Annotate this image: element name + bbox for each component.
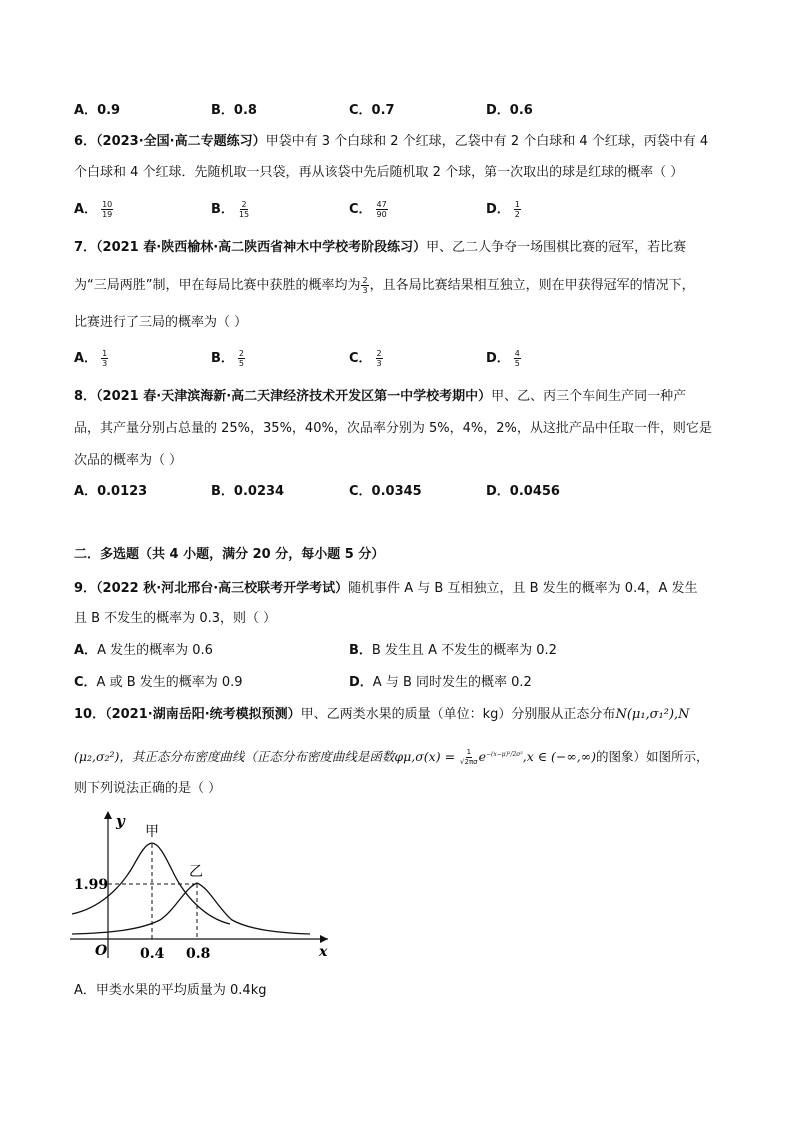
q8-line-3	[74, 451, 182, 471]
q10-exponent: −(x−μ)²/2σ²	[486, 751, 523, 758]
q6-source: （2023·全国·高二专题练习）	[96, 134, 266, 149]
q6-line-2	[74, 163, 683, 183]
q9-text-2: 且 B 不发生的概率为 0.3，则（ ）	[74, 611, 277, 626]
x-axis-label: x	[319, 944, 328, 960]
section-heading: 二．多选题（共 4 小题，满分 20 分，每小题 5 分）	[74, 547, 385, 562]
q7-option-b: B． $\frac{2}{5}$	[211, 349, 245, 368]
q8-option-d: D．0.0456	[486, 484, 560, 499]
q8-text-1: 甲、乙、丙三个车间生产同一种产	[491, 389, 687, 404]
q7-option-a: A． $\frac{1}{3}$	[74, 349, 108, 368]
x-tick-0.8: 0.8	[186, 946, 211, 962]
q8-source: （2021 春·天津滨海新·高二天津经济技术开发区第一中学校考期中）	[96, 389, 492, 404]
q10-coef-fraction: $\frac{1}{√2\pi\sigma}$	[460, 748, 478, 767]
origin-label: O	[95, 943, 108, 959]
q9-text-1: 随机事件 A 与 B 互相独立，且 B 发生的概率为 0.4，A 发生	[348, 581, 698, 596]
q10-source: （2021·湖南岳阳·统考模拟预测）	[105, 707, 301, 722]
q7-line-2	[74, 276, 695, 296]
q6-option-d: D． $\frac{1}{2}$	[486, 200, 520, 219]
q7-text-2a: 为“三局两胜”制，甲在每局比赛中获胜的概率均为	[74, 278, 361, 293]
q10-math-1: N(μ₁,σ₁²),N	[615, 707, 690, 722]
q8-number: 8．	[74, 389, 97, 404]
q8-line-1	[74, 387, 686, 407]
q9-number: 9．	[74, 581, 97, 596]
q10-text-3: 则下列说法正确的是（ ）	[74, 781, 222, 796]
q10-option-a: A．甲类水果的平均质量为 0.4kg	[74, 983, 267, 998]
q9-source: （2022 秋·河北邢台·高三校联考开学考试）	[96, 581, 349, 596]
q8-option-a: A．0.0123	[74, 484, 148, 499]
q7-number: 7．	[74, 240, 97, 255]
q7-text-1: 甲、乙二人争夺一场围棋比赛的冠军，若比赛	[426, 240, 687, 255]
normal-distribution-graph	[70, 808, 340, 963]
q10-domain: ,x ∈ (−∞,∞)	[522, 749, 597, 765]
q7-line-1	[74, 238, 686, 258]
q10-text-2b: 的图象）如图所示，	[596, 749, 709, 765]
q9-option-c: C．A 或 B 发生的概率为 0.9	[74, 675, 243, 690]
curve-yi-label: 乙	[189, 864, 203, 880]
y-axis-arrow	[104, 811, 112, 819]
curve-jia-label: 甲	[145, 824, 159, 840]
q8-option-c: C．0.0345	[349, 484, 422, 499]
q6-text-2: 个白球和 4 个红球．先随机取一只袋，再从该袋中先后随机取 2 个球，第一次取出的球是红球的概率（ ）	[74, 165, 684, 180]
q7-text-2b: ，且各局比赛结果相互独立，则在甲获得冠军的情况下，	[369, 278, 695, 293]
q7-source: （2021 春·陕西榆林·高二陕西省神木中学校考阶段练习）	[96, 240, 427, 255]
q8-text-2: 品，其产量分别占总量的 25%，35%，40%，次品率分别为 5%，4%，2%，从这批产品中任取一件，则它是	[74, 421, 712, 436]
q6-number: 6．	[74, 134, 97, 149]
x-axis-arrow	[320, 935, 328, 943]
q9-option-d: D．A 与 B 同时发生的概率 0.2	[349, 675, 532, 690]
q10-math-2: φμ,σ(x) =	[394, 749, 460, 765]
q5-option-a: A．0.9	[74, 103, 121, 118]
q7-option-d: D． $\frac{4}{5}$	[486, 349, 520, 368]
q8-option-b: B．0.0234	[211, 484, 285, 499]
q6-line-1	[74, 132, 708, 152]
q9-line-1	[74, 579, 698, 599]
q6-text-1: 甲袋中有 3 个白球和 2 个红球，乙袋中有 2 个白球和 4 个红球，丙袋中有 4	[265, 134, 709, 149]
q8-text-3: 次品的概率为（ ）	[74, 453, 183, 468]
q5-option-b: B．0.8	[211, 103, 257, 118]
q10-number: 10．	[74, 707, 106, 722]
q10-e: e	[478, 749, 487, 765]
q7-fraction: $\frac{2}{3}$	[362, 276, 368, 295]
q7-line-3	[74, 313, 247, 333]
q6-option-a: A． $\frac{10}{19}$	[74, 200, 113, 219]
x-tick-0.4: 0.4	[140, 946, 165, 962]
q10-line-3	[74, 779, 221, 799]
q5-option-d: D．0.6	[486, 103, 533, 118]
q7-option-c: C． $\frac{2}{3}$	[349, 349, 382, 368]
q7-text-3: 比赛进行了三局的概率为（ ）	[74, 315, 248, 330]
q8-line-2	[74, 419, 712, 439]
q9-option-a: A．A 发生的概率为 0.6	[74, 643, 213, 658]
q6-option-b: B． $\frac{2}{15}$	[211, 200, 250, 219]
q6-option-c: C． $\frac{47}{90}$	[349, 200, 387, 219]
q10-line-2	[74, 745, 709, 767]
q10-text-2a: (μ₂,σ₂²)，其正态分布密度曲线（正态分布密度曲线是函数	[74, 749, 395, 765]
q9-option-b: B．B 发生且 A 不发生的概率为 0.2	[349, 643, 557, 658]
q10-line-1	[74, 705, 690, 725]
q9-line-2	[74, 609, 276, 629]
y-axis-label: y	[116, 812, 125, 830]
y-tick-1.99: 1.99	[74, 877, 109, 893]
q5-option-c: C．0.7	[349, 103, 395, 118]
q10-text-1: 甲、乙两类水果的质量（单位：kg）分别服从正态分布	[300, 707, 616, 722]
